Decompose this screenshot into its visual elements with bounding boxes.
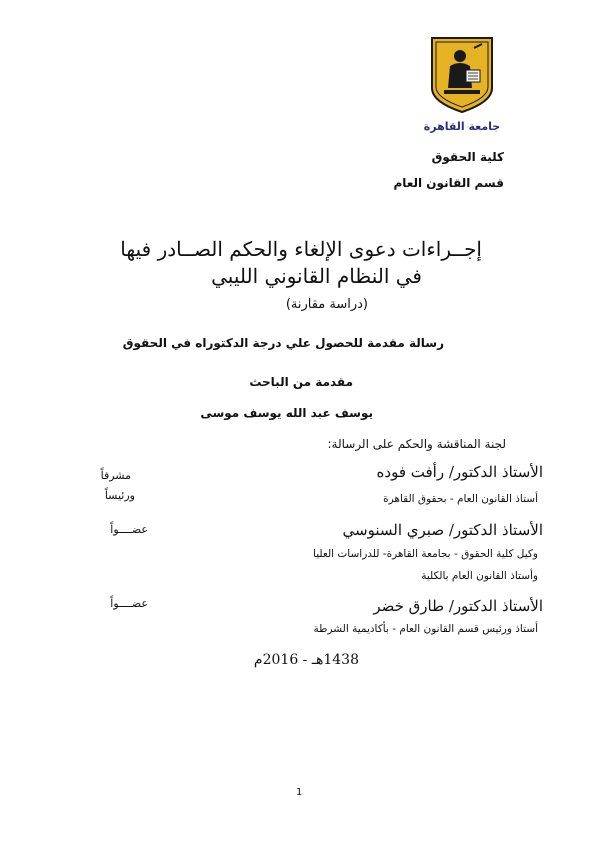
thesis-date: 1438هـ - 2016م xyxy=(253,652,359,668)
researcher-name: يوسف عبد الله يوسف موسى xyxy=(200,406,373,420)
university-emblem xyxy=(423,36,501,136)
page-number: 1 xyxy=(296,787,303,798)
member-role: مشرفاً xyxy=(100,469,131,482)
thesis-subtitle: (دراسة مقارنة) xyxy=(285,297,368,312)
logo-wordmark: جامعة القاهرة xyxy=(423,120,501,133)
department-name: قسم القانون العام xyxy=(393,176,504,190)
member-name: الأستاذ الدكتور/ صبري السنوسي xyxy=(342,521,543,539)
presented-by-label: مقدمة من الباحث xyxy=(249,375,353,389)
member-title: وكيل كلية الحقوق - بجامعة القاهرة- للدراسات العليا xyxy=(313,548,538,560)
member-name: الأستاذ الدكتور/ رأفت فوده xyxy=(376,463,543,481)
university-logo xyxy=(423,36,501,136)
member-name: الأستاذ الدكتور/ طارق خضر xyxy=(373,597,543,615)
committee-heading: لجنة المناقشة والحكم على الرسالة: xyxy=(327,437,506,451)
faculty-name: كلية الحقوق xyxy=(431,150,504,164)
member-role: عضــــواً xyxy=(110,597,148,610)
thesis-title-line1: إجــراءات دعوى الإلغاء والحكم الصــادر فيها xyxy=(120,237,482,261)
member-role: عضــــواً xyxy=(110,523,148,536)
thesis-purpose: رسالة مقدمة للحصول علي درجة الدكتوراه في الحقوق xyxy=(122,336,444,350)
member-title: وأستاذ القانون العام بالكلية xyxy=(421,570,538,582)
member-title: أستاذ ورئيس قسم القانون العام - بأكاديمية الشرطة xyxy=(313,623,538,635)
member-role: ورئيساً xyxy=(104,489,135,502)
member-title: أستاذ القانون العام - بحقوق القاهرة xyxy=(383,493,538,505)
thesis-title-line2: في النظام القانوني الليبي xyxy=(211,264,422,288)
